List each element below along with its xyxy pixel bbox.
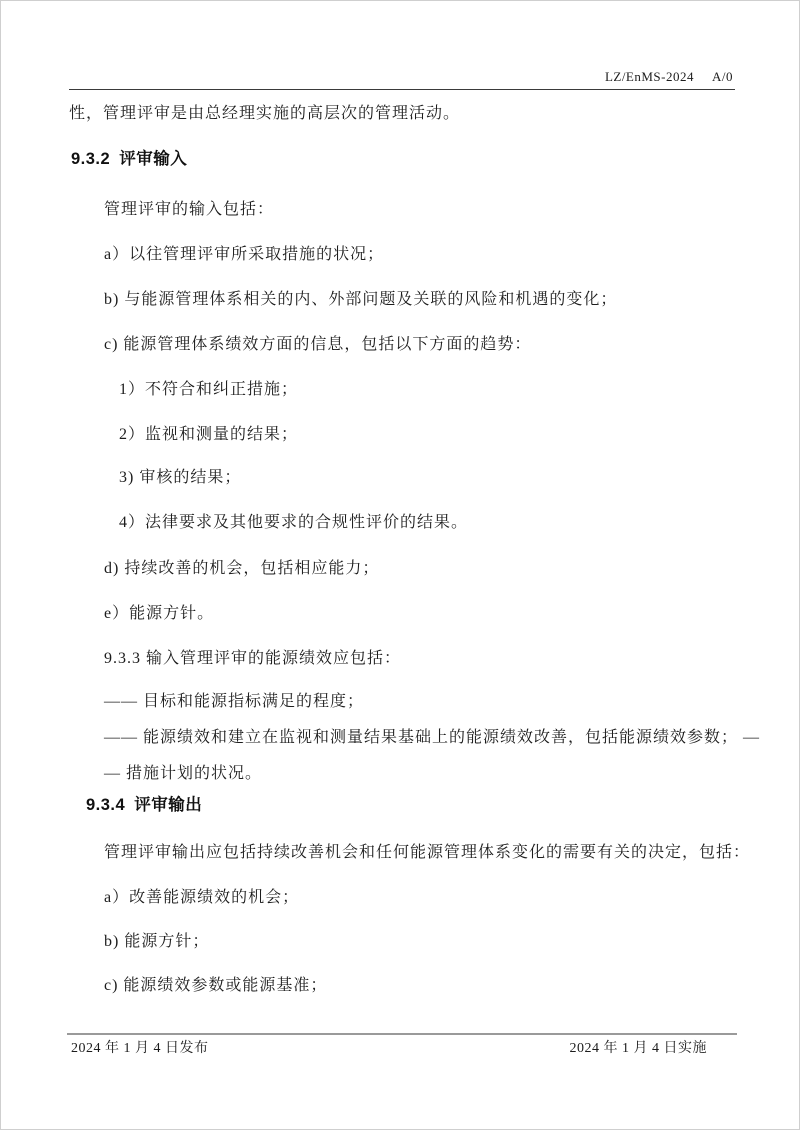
footer-rule <box>67 1033 737 1035</box>
list-item: c) 能源管理体系绩效方面的信息，包括以下方面的趋势： <box>104 336 532 353</box>
list-item: a）以往管理评审所采取措施的状况； <box>104 246 385 263</box>
paragraph-input-lead: 管理评审的输入包括： <box>104 201 275 218</box>
section-number: 9.3.4 <box>86 796 126 814</box>
list-item: b) 能源方针； <box>104 933 210 950</box>
section-heading-9-3-2 <box>71 150 187 170</box>
section-title: 评审输出 <box>134 796 203 814</box>
sub-list-item: 2）监视和测量的结果； <box>119 426 299 443</box>
list-item: e）能源方针。 <box>104 605 215 622</box>
doc-code: LZ/EnMS-2024 <box>604 69 694 84</box>
sub-list-item: 4）法律要求及其他要求的合规性评价的结果。 <box>119 514 469 531</box>
dash-item: —— 目标和能源指标满足的程度； <box>104 693 365 710</box>
dash-item: —— 能源绩效和建立在监视和测量结果基础上的能源绩效改善，包括能源绩效参数； — <box>104 729 761 746</box>
header-doc-code <box>605 69 733 85</box>
paragraph-output-lead: 管理评审输出应包括持续改善机会和任何能源管理体系变化的需要有关的决定，包括： <box>104 844 751 861</box>
paragraph-9-3-3: 9.3.3 输入管理评审的能源绩效应包括： <box>104 650 402 667</box>
list-item: c) 能源绩效参数或能源基准； <box>104 977 328 994</box>
sub-list-item: 3) 审核的结果； <box>119 469 242 486</box>
footer-implement-date: 2024 年 1 月 4 日实施 <box>569 1041 707 1056</box>
sub-list-item: 1）不符合和纠正措施； <box>119 381 299 398</box>
doc-revision: A/0 <box>712 69 733 84</box>
section-heading-9-3-4 <box>86 796 202 816</box>
section-number: 9.3.2 <box>71 150 111 168</box>
list-item: b) 与能源管理体系相关的内、外部问题及关联的风险和机遇的变化； <box>104 291 618 308</box>
dash-item: — 措施计划的状况。 <box>104 765 263 782</box>
footer-release-date: 2024 年 1 月 4 日发布 <box>71 1041 209 1056</box>
intro-line: 性，管理评审是由总经理实施的高层次的管理活动。 <box>69 105 461 122</box>
header-rule <box>69 89 735 90</box>
section-title: 评审输入 <box>119 150 188 168</box>
list-item: a）改善能源绩效的机会； <box>104 889 300 906</box>
list-item: d) 持续改善的机会，包括相应能力； <box>104 560 380 577</box>
